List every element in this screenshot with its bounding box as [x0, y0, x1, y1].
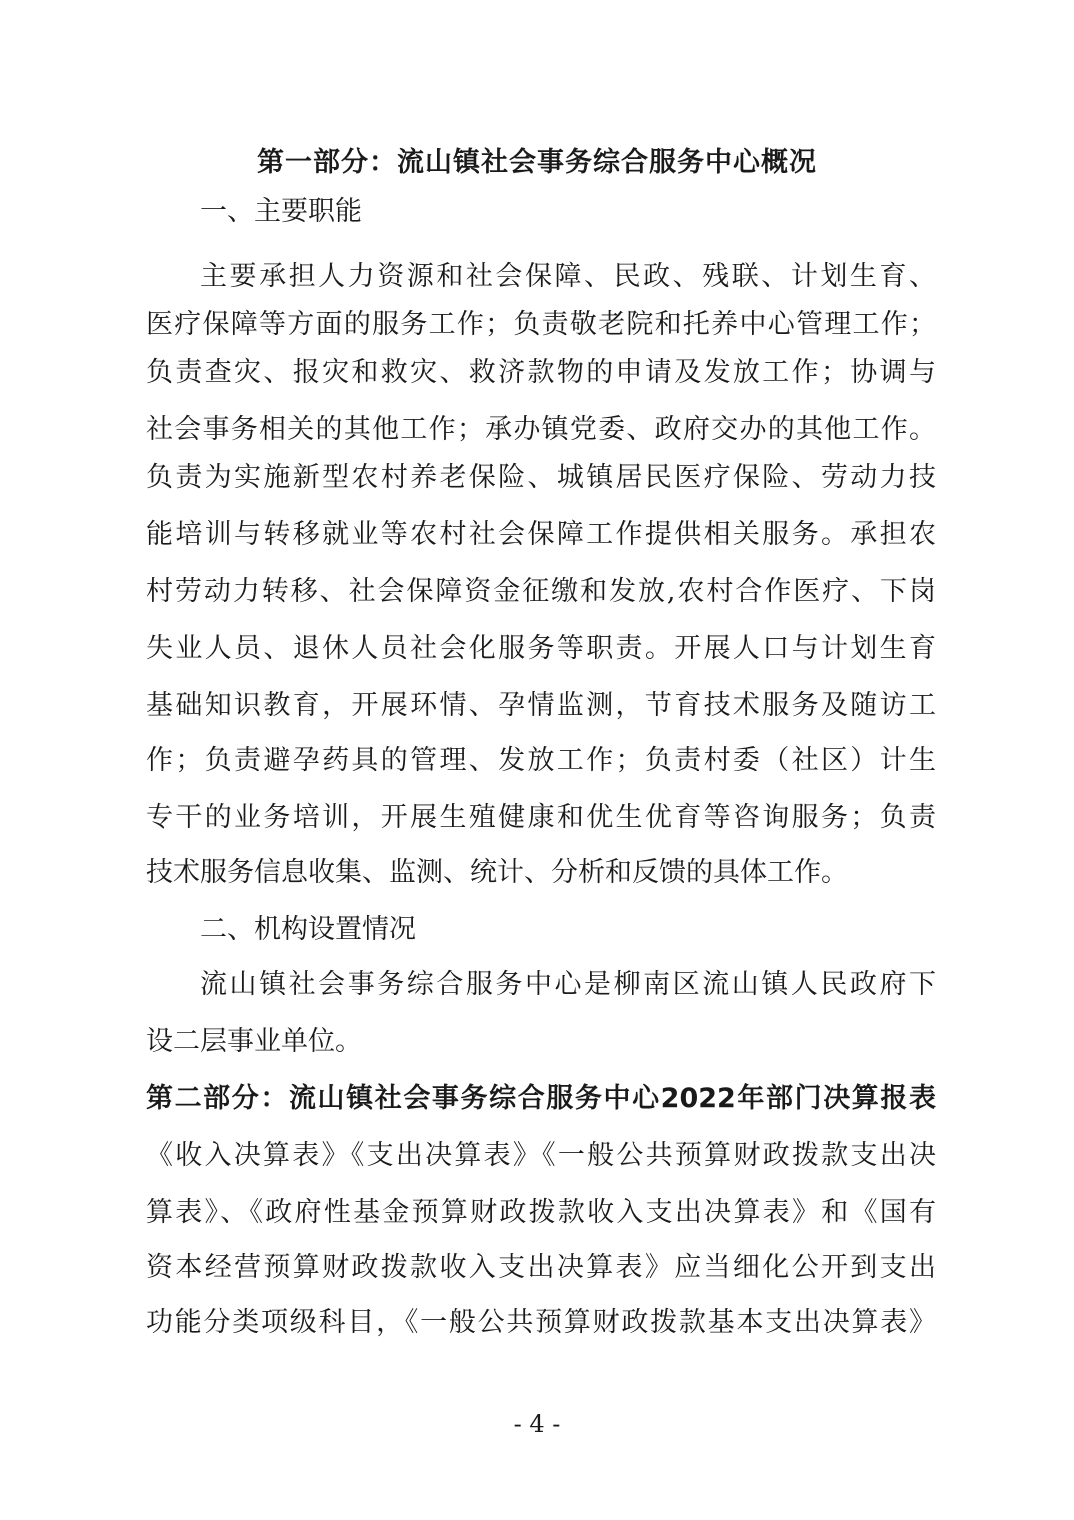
section2-heading: 二、机构设置情况 [200, 914, 416, 945]
paragraph-line: 技术服务信息收集、监测、统计、分析和反馈的具体工作。 [146, 857, 848, 888]
paragraph-line: 失业人员、退休人员社会化服务等职责。开展人口与计划生育 [146, 633, 936, 664]
paragraph-line: 负责查灾、报灾和救灾、救济款物的申请及发放工作；协调与 [146, 357, 936, 388]
paragraph-line: 流山镇社会事务综合服务中心是柳南区流山镇人民政府下 [200, 969, 936, 1000]
paragraph-line: 作；负责避孕药具的管理、发放工作；负责村委（社区）计生 [146, 745, 936, 776]
paragraph-line: 村劳动力转移、社会保障资金征缴和发放,农村合作医疗、下岗 [146, 576, 936, 607]
part2-title: 第二部分：流山镇社会事务综合服务中心2022年部门决算报表 [146, 1083, 936, 1114]
page-number: - 4 - [513, 1410, 561, 1438]
paragraph-line: 算表》、《政府性基金预算财政拨款收入支出决算表》和《国有 [146, 1197, 936, 1228]
paragraph-line: 社会事务相关的其他工作；承办镇党委、政府交办的其他工作。 [146, 414, 936, 445]
paragraph-line: 能培训与转移就业等农村社会保障工作提供相关服务。承担农 [146, 519, 936, 550]
section1-heading: 一、主要职能 [200, 196, 362, 227]
paragraph-line: 医疗保障等方面的服务工作；负责敬老院和托养中心管理工作； [146, 309, 936, 340]
paragraph-line: 负责为实施新型农村养老保险、城镇居民医疗保险、劳动力技 [146, 462, 936, 493]
paragraph-line: 主要承担人力资源和社会保障、民政、残联、计划生育、 [200, 261, 936, 292]
paragraph-line: 专干的业务培训，开展生殖健康和优生优育等咨询服务；负责 [146, 802, 936, 833]
paragraph-line: 设二层事业单位。 [146, 1026, 362, 1057]
paragraph-line: 基础知识教育，开展环情、孕情监测，节育技术服务及随访工 [146, 690, 936, 721]
paragraph-line: 《收入决算表》《支出决算表》《一般公共预算财政拨款支出决 [146, 1140, 936, 1171]
paragraph-line: 功能分类项级科目，《一般公共预算财政拨款基本支出决算表》 [146, 1307, 936, 1338]
paragraph-line: 资本经营预算财政拨款收入支出决算表》应当细化公开到支出 [146, 1252, 936, 1283]
part1-title: 第一部分：流山镇社会事务综合服务中心概况 [257, 147, 817, 178]
